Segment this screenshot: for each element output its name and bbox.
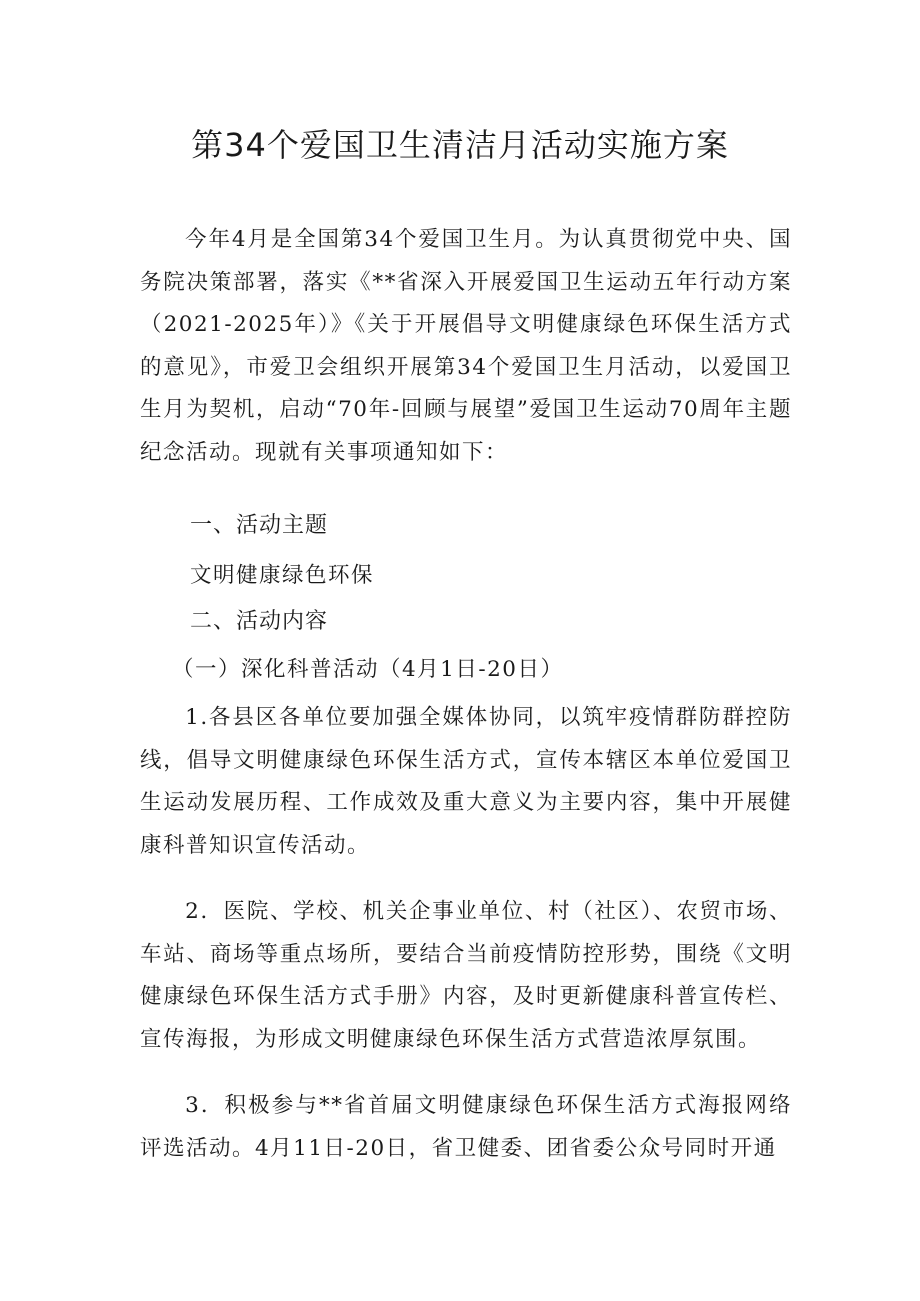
- subsection-heading: （一）深化科普活动（4月1日-20日）: [172, 657, 564, 682]
- section-heading-theme: 一、活动主题: [190, 513, 329, 538]
- intro-paragraph: 今年4月是全国第34个爱国卫生月。为认真贯彻党中央、国务院决策部署，落实《**省深入开展爱国卫生运动五年行动方案（2021-2025年）》《关于开展倡导文明健康绿色环保生活方式的意见》，市爱卫会组织开展第34个爱国卫生月活动，以爱国卫生月为契机，启动“70年-回顾与展望”爱国卫生运动70周年主题纪念活动。现就有关事项通知如下：: [140, 227, 792, 465]
- document-title: 第34个爱国卫生清洁月活动实施方案: [191, 126, 729, 164]
- section-heading-content: 二、活动内容: [190, 609, 329, 634]
- list-item-2: 2．医院、学校、机关企事业单位、村（社区）、农贸市场、车站、商场等重点场所，要结合当前疫情防控形势，围绕《文明健康绿色环保生活方式手册》内容，及时更新健康科普宣传栏、宣传海报，为形成文明健康绿色环保生活方式营造浓厚氛围。: [140, 899, 792, 1052]
- theme-content: 文明健康绿色环保: [190, 563, 375, 588]
- list-item-1: 1.各县区各单位要加强全媒体协同，以筑牢疫情群防群控防线，倡导文明健康绿色环保生活方式，宣传本辖区本单位爱国卫生运动发展历程、工作成效及重大意义为主要内容，集中开展健康科普知识宣传活动。: [140, 705, 792, 858]
- list-item-3: 3．积极参与**省首届文明健康绿色环保生活方式海报网络评选活动。4月11日-20日，省卫健委、团省委公众号同时开通: [140, 1093, 792, 1161]
